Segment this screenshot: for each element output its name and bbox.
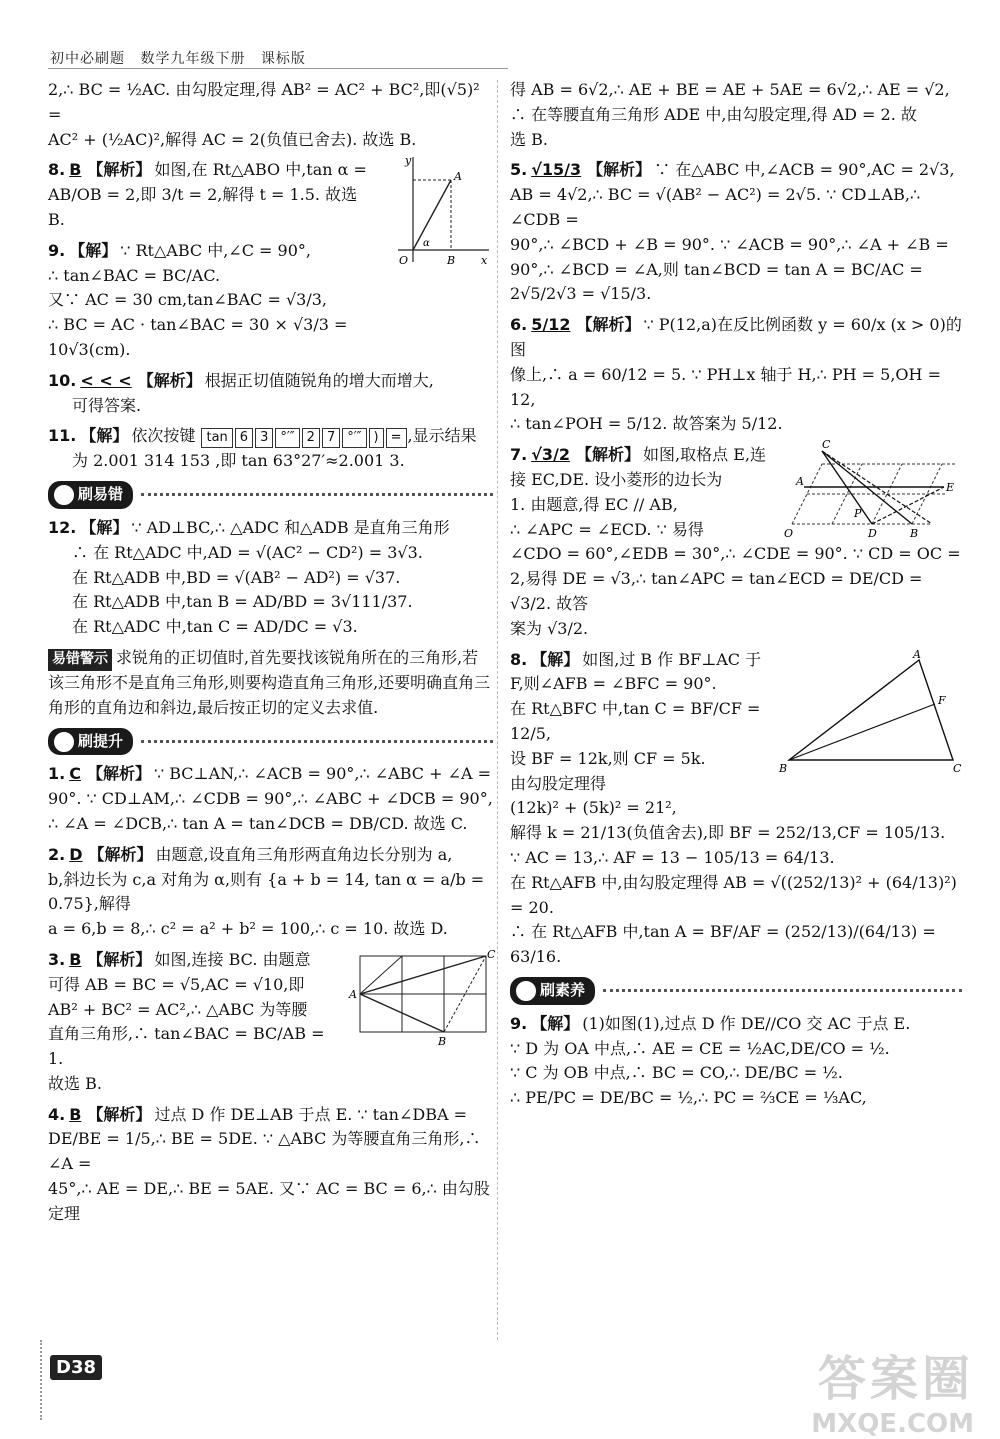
watermark-url: MXQE.COM	[811, 1409, 974, 1439]
fig-label: E	[946, 481, 955, 495]
text-line: 如图,取格点 E,连	[643, 445, 766, 465]
solution-tag: 【解】	[531, 1013, 580, 1033]
text-line: 像上,∴ a = 60/12 = 5. ∵ PH⊥x 轴于 H,∴ PH = 5,OH = 12,	[510, 364, 941, 409]
text-line: 2,∴ BC = ½AC. 由勾股定理,得 AB² = AC² + BC²,即(√5)² =	[48, 80, 480, 124]
question-number: 3.	[48, 949, 66, 969]
right-column	[510, 78, 962, 1117]
fig-label: O	[399, 254, 409, 268]
text-line: ∴ ∠A = ∠DCB,∴ tan A = tan∠DCB = DB/CD. 故选 C.	[48, 813, 468, 833]
column-divider	[497, 80, 498, 1340]
text-line: 如图,在 Rt△ABO 中,tan α =	[154, 160, 367, 180]
text-line: ∵ 在△ABC 中,∠ACB = 90°,AC = 2√3,	[654, 160, 955, 180]
text-line: 故选 B.	[48, 1073, 102, 1093]
text-line: a = 6,b = 8,∴ c² = a² + b² = 100,∴ c = 10. 故选 D.	[48, 919, 448, 939]
margin-dots	[40, 1340, 42, 1420]
text-line: 接 EC,DE. 设小菱形的边长为	[510, 469, 723, 489]
text-line: 可得 AB = BC = √5,AC = √10,即	[48, 974, 305, 994]
header-subject: 数学九年级下册	[140, 51, 246, 67]
watermark-logo	[774, 1340, 974, 1439]
answer-9	[48, 239, 493, 363]
error-warning	[48, 646, 493, 720]
text-line: 又∵ AC = 30 cm,tan∠BAC = √3/3,	[48, 290, 327, 310]
text-line: 由题意,设直角三角形两直角边长分别为 a,	[155, 844, 453, 864]
answer-10	[48, 369, 493, 419]
text-line: 2,易得 DE = √3,∴ tan∠APC = tan∠ECD = DE/CD = √3/2. 故答	[510, 569, 923, 613]
pencil-badge-icon	[514, 979, 538, 1003]
text-line: 案为 √3/2.	[510, 618, 589, 638]
section-banner-mistakes	[48, 482, 493, 508]
text-line: ∵ P(12,a)在反比例函数 y = 60/x (x > 0)的图	[510, 315, 962, 359]
banner-dots	[603, 989, 962, 992]
text-line: 45°,∴ AE = DE,∴ BE = 5AE. 又∵ AC = BC = 6,∴ 由勾股定理	[48, 1179, 490, 1223]
answer-9-right	[510, 1012, 962, 1111]
warning-text: 求锐角的正切值时,首先要找该锐角所在的三角形,若该三角形不是直角三角形,则要构造直角三角形,还要明确直角三角形的直角边和斜边,最后按正切的定义去求值.	[48, 647, 491, 717]
question-number: 6.	[510, 315, 528, 335]
text-line: ∴ PE/PC = DE/BC = ½,∴ PC = ⅔CE = ⅓AC,	[510, 1088, 867, 1108]
answer-choice: D	[69, 844, 83, 864]
fig-label: y	[405, 154, 412, 168]
fig-label: α	[423, 238, 430, 250]
fig-label: C	[487, 947, 496, 961]
text-line: 90°,∴ ∠BCD = ∠A,则 tan∠BCD = tan A = BC/AC =	[510, 259, 923, 279]
question-number: 1.	[48, 764, 66, 784]
text-line: 选 B.	[510, 129, 548, 149]
text-line: ∴ tan∠BAC = BC/AC.	[48, 265, 221, 285]
text-line: ∵ AD⊥BC,∴ △ADC 和△ADB 是直角三角形	[131, 517, 450, 537]
analysis-tag: 【解析】	[587, 160, 652, 180]
solution-tag: 【解】	[531, 649, 580, 669]
calculator-key: )	[369, 428, 384, 448]
calculator-key: 7	[322, 428, 340, 448]
text-line: 解得 k = 21/13(负值舍去),即 BF = 252/13,CF = 105/13.	[510, 823, 946, 843]
text-line: DE/BE = 1/5,∴ BE = 5DE. ∵ △ABC 为等腰直角三角形,∴ ∠A =	[48, 1129, 481, 1174]
text-line: 在 Rt△BFC 中,tan C = BF/CF = 12/5,	[510, 699, 761, 743]
text-line: b,斜边长为 c,a 对角为 α,则有 {a + b = 14, tan α = a/b = 0.75},解得	[48, 869, 485, 914]
text-line: AC² + (½AC)²,解得 AC = 2(负值已舍去). 故选 B.	[48, 129, 417, 149]
text-line: 在 Rt△AFB 中,由勾股定理得 AB = √((252/13)² + (64/13)²) = 20.	[510, 872, 957, 917]
improve-answer-1	[48, 762, 493, 836]
text-line: ,显示结果	[407, 426, 477, 446]
pencil-badge-icon	[52, 730, 76, 754]
text-line: 过点 D 作 DE⊥AB 于点 E. ∵ tan∠DBA =	[154, 1104, 467, 1124]
banner-text: 刷提升	[78, 731, 124, 750]
question-number: 5.	[510, 160, 528, 180]
banner-dots	[141, 493, 493, 496]
text-line: ∴ tan∠POH = 5/12. 故答案为 5/12.	[510, 414, 783, 434]
text-line: ∴ ∠APC = ∠ECD. ∵ 易得	[510, 519, 704, 539]
answer-5	[510, 158, 962, 307]
text-line: 为 2.001 314 153 ,即 tan 63°27′≈2.001 3.	[72, 451, 405, 471]
text-line: 90°. ∵ CD⊥AM,∴ ∠CDB = 90°,∴ ∠ABC + ∠DCB = 90°,	[48, 789, 493, 809]
text-line: ∴ 在 Rt△ADC 中,AD = √(AC² − CD²) = 3√3.	[72, 542, 423, 562]
text-line: ∴ BC = AC · tan∠BAC = 30 × √3/3 = 10√3(cm).	[48, 315, 348, 359]
text-line: 设 BF = 12k,则 CF = 5k.	[510, 748, 706, 768]
text-line: 根据正切值随锐角的增大而增大,	[204, 370, 434, 390]
answer-11	[48, 424, 493, 474]
carry-over-right	[510, 78, 962, 152]
text-line: 依次按键	[131, 426, 196, 446]
carry-over-text	[48, 78, 493, 152]
banner-text: 刷易错	[78, 485, 124, 504]
analysis-tag: 【解析】	[576, 445, 641, 465]
text-line: ∵ Rt△ABC 中,∠C = 90°,	[120, 240, 311, 260]
text-line: ∠CDO = 60°,∠EDB = 30°,∴ ∠CDE = 90°. ∵ CD = OC =	[510, 544, 961, 564]
page-number: D38	[50, 1355, 102, 1380]
header-edition: 课标版	[260, 51, 306, 67]
text-line: (12k)² + (5k)² = 21²,	[510, 798, 677, 818]
text-line: F,则∠AFB = ∠BFC = 90°.	[510, 674, 717, 694]
calculator-key: 6	[235, 428, 253, 448]
left-column	[48, 78, 496, 1233]
calculator-key: tan	[201, 428, 232, 448]
answer-12	[48, 516, 493, 640]
calculator-key: °′″	[342, 428, 366, 448]
banner-label	[48, 728, 133, 755]
fig-label: B	[438, 1034, 447, 1048]
header-rule	[48, 68, 508, 69]
banner-text: 刷素养	[540, 981, 586, 1000]
analysis-tag: 【解析】	[87, 1104, 152, 1124]
text-line: 直角三角形,∴ tan∠BAC = BC/AB = 1.	[48, 1024, 325, 1069]
question-number: 8.	[510, 649, 528, 669]
text-line: AB/OB = 2,即 3/t = 2,解得 t = 1.5. 故选 B.	[48, 185, 358, 229]
analysis-tag: 【解析】	[87, 160, 152, 180]
solution-tag: 【解】	[80, 426, 129, 446]
text-line: 可得答案.	[72, 395, 142, 415]
text-line: AB² + BC² = AC²,∴ △ABC 为等腰	[48, 999, 308, 1019]
running-header	[50, 48, 316, 68]
question-number: 4.	[48, 1104, 66, 1124]
text-line: ∴ 在等腰直角三角形 ADE 中,由勾股定理,得 AD = 2. 故	[510, 104, 917, 124]
solution-tag: 【解】	[80, 517, 129, 537]
text-line: 由勾股定理得	[510, 773, 607, 793]
text-line: 得 AB = 6√2,∴ AE + BE = AE + 5AE = 6√2,∴ AE = √2,	[510, 80, 950, 99]
fig-label: x	[481, 254, 488, 268]
answer-6	[510, 313, 962, 437]
fig-label: C	[822, 439, 831, 452]
text-line: (1)如图(1),过点 D 作 DE//CO 交 AC 于点 E.	[582, 1013, 911, 1033]
section-banner-improve	[48, 728, 493, 754]
answer-choice: < < <	[80, 370, 132, 390]
pencil-badge-icon	[52, 483, 76, 507]
answer-value: √3/2	[531, 445, 570, 465]
answer-8-right	[510, 648, 962, 970]
text-line: 如图,连接 BC. 由题意	[154, 949, 311, 969]
fig-label: A	[913, 647, 921, 661]
question-number: 9.	[48, 240, 66, 260]
fig-label: D	[868, 527, 877, 541]
text-line: 在 Rt△ADC 中,tan C = AD/DC = √3.	[72, 617, 358, 637]
text-line: 2√5/2√3 = √15/3.	[510, 284, 652, 304]
calculator-key: 3	[255, 428, 273, 448]
watermark-text: 答案圈	[817, 1351, 974, 1407]
improve-answer-4	[48, 1103, 493, 1227]
answer-choice: B	[69, 949, 82, 969]
analysis-tag: 【解析】	[87, 949, 152, 969]
banner-label	[510, 977, 595, 1004]
answer-7	[510, 439, 962, 641]
question-number: 8.	[48, 160, 66, 180]
solution-tag: 【解】	[69, 240, 118, 260]
text-line: AB = 4√2,∴ BC = √(AB² − AC²) = 2√5. ∵ CD⊥AB,∴ ∠CDB =	[510, 185, 921, 229]
improve-answer-2	[48, 843, 493, 942]
question-number: 10.	[48, 370, 77, 390]
text-line: ∵ AC = 13,∴ AF = 13 − 105/13 = 64/13.	[510, 847, 835, 867]
fig-label: B	[910, 527, 919, 541]
answer-choice: B	[69, 1104, 82, 1124]
text-line: 如图,过 B 作 BF⊥AC 于	[582, 649, 762, 669]
improve-answer-3	[48, 947, 496, 1097]
figure-rhombus-grid-q7	[782, 439, 962, 549]
calculator-key: °′″	[275, 428, 299, 448]
analysis-tag: 【解析】	[576, 315, 641, 335]
question-number: 9.	[510, 1013, 528, 1033]
calculator-key: =	[386, 428, 407, 448]
text-line: ∴ 在 Rt△AFB 中,tan A = BF/AF = (252/13)/(64/13) = 63/16.	[510, 922, 936, 967]
answer-value: 5/12	[531, 315, 571, 335]
fig-label: P	[854, 507, 862, 521]
answer-choice: B	[69, 160, 82, 180]
analysis-tag: 【解析】	[137, 370, 202, 390]
text-line: 在 Rt△ADB 中,tan B = AD/BD = 3√111/37.	[72, 592, 413, 612]
figure-grid-q3	[346, 948, 496, 1048]
fig-label: F	[938, 693, 946, 707]
analysis-tag: 【解析】	[88, 844, 153, 864]
question-number: 7.	[510, 445, 528, 465]
question-number: 11.	[48, 426, 77, 446]
question-number: 2.	[48, 844, 66, 864]
text-line: 90°,∴ ∠BCD + ∠B = 90°. ∵ ∠ACB = 90°,∴ ∠A + ∠B =	[510, 234, 949, 254]
fig-label: B	[447, 254, 456, 268]
fig-label: A	[349, 987, 357, 1001]
figure-triangle-q8	[775, 648, 965, 778]
fig-label: C	[953, 761, 962, 775]
answer-value: √15/3	[531, 160, 582, 180]
section-banner-literacy	[510, 978, 962, 1004]
fig-label: O	[784, 527, 794, 541]
answer-choice: C	[69, 764, 81, 784]
analysis-tag: 【解析】	[86, 764, 151, 784]
text-line: ∵ BC⊥AN,∴ ∠ACB = 90°,∴ ∠ABC + ∠A =	[153, 764, 492, 784]
text-line: ∵ D 为 OA 中点,∴ AE = CE = ½AC,DE/CO = ½.	[510, 1038, 890, 1058]
banner-label	[48, 481, 133, 508]
fig-label: B	[779, 761, 788, 775]
banner-dots	[141, 740, 493, 743]
fig-label: A	[796, 475, 804, 489]
text-line: ∵ C 为 OB 中点,∴ BC = CO,∴ DE/BC = ½.	[510, 1063, 843, 1083]
question-number: 12.	[48, 517, 77, 537]
text-line: 在 Rt△ADB 中,BD = √(AB² − AD²) = √37.	[72, 567, 401, 587]
header-series: 初中必刷题	[50, 51, 125, 67]
fig-label: A	[454, 170, 462, 184]
calculator-key: 2	[302, 428, 320, 448]
warning-label: 易错警示	[48, 649, 112, 671]
text-line: 1. 由题意,得 EC // AB,	[510, 494, 678, 514]
